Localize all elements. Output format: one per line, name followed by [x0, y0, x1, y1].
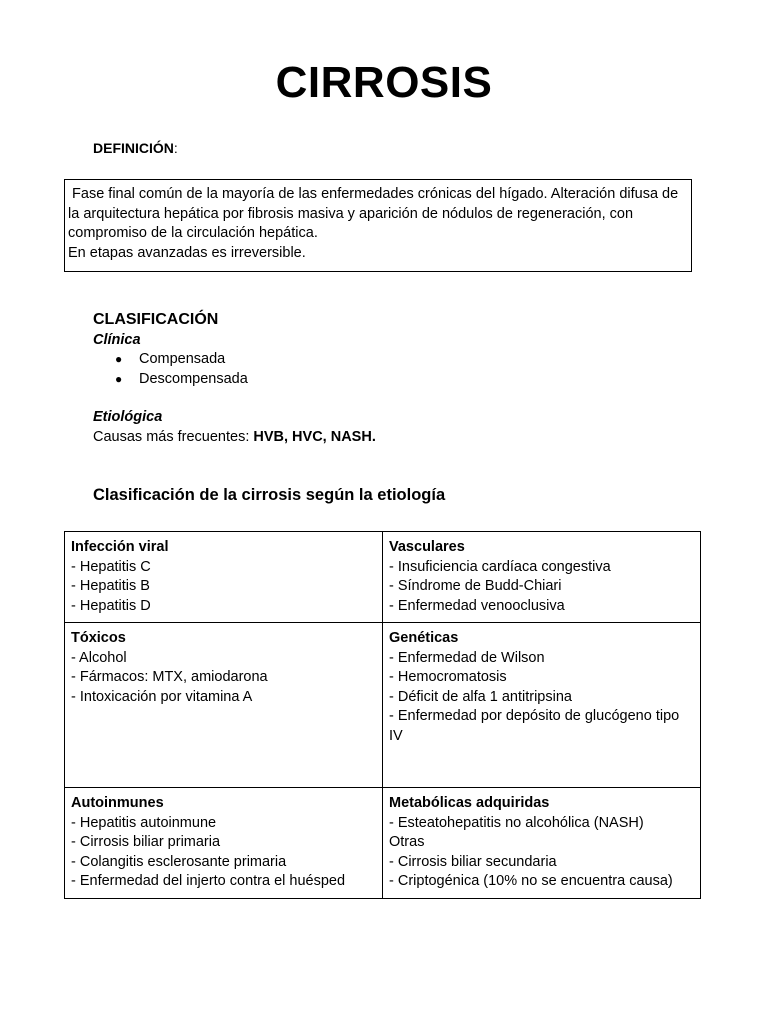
cell-item: - Cirrosis biliar secundaria	[389, 853, 557, 870]
definition-label-colon: :	[173, 140, 178, 156]
cell-header: Autoinmunes	[71, 795, 164, 811]
table-title: Clasificación de la cirrosis según la etiología	[93, 486, 446, 504]
frequent-causes	[93, 428, 376, 448]
cell-header: Genéticas	[389, 630, 459, 646]
list-item-text: Compensada	[139, 351, 226, 367]
list-item-text: Descompensada	[139, 370, 248, 387]
classification-section	[93, 310, 376, 447]
cell-header: Vasculares	[389, 539, 465, 555]
cell-item: - Colangitis esclerosante primaria	[71, 853, 287, 870]
cell-item: - Hepatitis D	[71, 597, 151, 614]
cell-item: - Enfermedad de Wilson	[389, 649, 545, 666]
cell-item: - Déficit de alfa 1 antitripsina	[389, 688, 572, 705]
cell-item: - Enfermedad venooclusiva	[389, 597, 565, 614]
definition-label	[93, 140, 178, 156]
table-cell-autoimmune	[65, 788, 383, 899]
clinical-subheading: Clínica	[93, 331, 141, 348]
cell-item: - Insuficiencia cardíaca congestiva	[389, 558, 611, 575]
table-cell-vascular	[383, 532, 701, 623]
clinical-list	[93, 350, 376, 389]
list-item	[115, 370, 376, 390]
table-row	[65, 788, 701, 899]
table-row	[65, 532, 701, 623]
cell-item: - Hepatitis B	[71, 578, 150, 594]
causes-prefix: Causas más frecuentes:	[93, 428, 254, 445]
table-cell-toxic	[65, 623, 383, 788]
table-row	[65, 623, 701, 788]
cell-header: Tóxicos	[71, 630, 126, 646]
cell-header: Metabólicas adquiridas	[389, 795, 550, 811]
cell-item: - Fármacos: MTX, amiodarona	[71, 669, 268, 685]
cell-item: - Hepatitis C	[71, 558, 151, 575]
table-cell-genetic	[383, 623, 701, 788]
page-title: CIRROSIS	[275, 58, 493, 107]
table-cell-metabolic	[383, 788, 701, 899]
cell-item: - Enfermedad por depósito de glucógeno tipo IV	[389, 708, 680, 744]
causes-values: HVB, HVC, NASH.	[253, 428, 376, 445]
classification-heading: CLASIFICACIÓN	[93, 311, 219, 328]
definition-box	[64, 179, 692, 272]
table-cell-viral	[65, 532, 383, 623]
cell-item: - Hemocromatosis	[389, 669, 507, 685]
definition-label-text: DEFINICIÓN	[93, 140, 174, 156]
cell-item: - Intoxicación por vitamina A	[71, 688, 253, 705]
list-item	[115, 350, 376, 370]
definition-note: En etapas avanzadas es irreversible.	[68, 244, 306, 261]
etiological-subheading: Etiológica	[93, 409, 163, 425]
cell-item: - Criptogénica (10% no se encuentra causa)	[389, 873, 673, 889]
bullet-icon: ●	[115, 371, 123, 386]
cell-item: Otras	[389, 834, 425, 850]
cell-item: - Hepatitis autoinmune	[71, 814, 217, 831]
cell-item: - Esteatohepatitis no alcohólica (NASH)	[389, 814, 644, 831]
cell-item: - Cirrosis biliar primaria	[71, 834, 221, 850]
cell-header: Infección viral	[71, 539, 169, 555]
etiology-table	[64, 531, 701, 899]
definition-text: Fase final común de la mayoría de las enfermedades crónicas del hígado. Alteración difusa de la arquitectura hepática por fibrosis masiva y aparición de nódulos de regeneración, con compromiso de la circulación hepática.	[68, 186, 683, 241]
cell-item: - Síndrome de Budd-Chiari	[389, 578, 562, 594]
bullet-icon: ●	[115, 352, 123, 366]
cell-item: - Enfermedad del injerto contra el huésped	[71, 873, 346, 889]
cell-item: - Alcohol	[71, 649, 127, 666]
